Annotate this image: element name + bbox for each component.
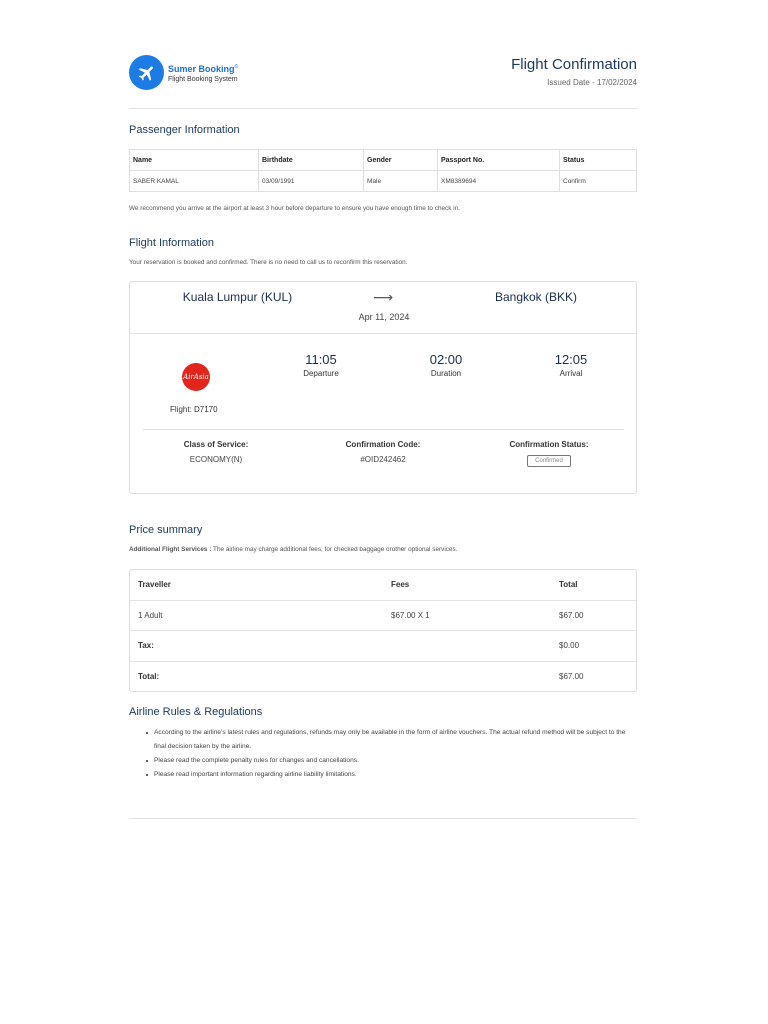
class-value: ECONOMY(N) — [189, 455, 243, 464]
origin-city: Kuala Lumpur (KUL) — [182, 290, 293, 304]
duration-block — [406, 352, 486, 378]
airline-logo-text: AirAsia — [183, 372, 209, 381]
status-label: Confirmation Status: — [509, 440, 589, 449]
issued-date-text: Issued Date - 17/02/2024 — [547, 78, 637, 87]
flight-date: Apr 11, 2024 — [358, 312, 410, 322]
passenger-table — [129, 149, 637, 192]
table-row — [130, 600, 636, 630]
reservation-note: Your reservation is booked and confirmed. There is no need to call us to reconfirm this reservation. — [129, 259, 408, 266]
page-title: Flight Confirmation — [511, 56, 637, 73]
flight-section-title: Flight Information — [129, 237, 214, 249]
col-gender: Gender — [364, 150, 438, 171]
total-value: $67.00 — [559, 672, 584, 681]
flight-card — [129, 281, 637, 494]
divider — [143, 429, 624, 430]
total-label: Total: — [138, 672, 160, 681]
brand-name-text: Sumer Booking — [168, 64, 235, 74]
arrival-time: 12:05 — [554, 352, 588, 367]
brand-name — [168, 62, 238, 75]
divider — [129, 818, 637, 819]
col-status: Status — [560, 150, 637, 171]
traveller-total: $67.00 — [559, 611, 584, 620]
passenger-birthdate: 03/09/1991 — [259, 171, 364, 192]
duration-label: Duration — [430, 369, 462, 378]
col-name: Name — [130, 150, 259, 171]
airplane-icon — [137, 63, 157, 83]
divider — [129, 108, 637, 109]
issued-date — [547, 78, 637, 87]
price-table — [129, 569, 637, 692]
traveller-fees: $67.00 X 1 — [391, 611, 430, 620]
divider — [130, 333, 636, 334]
brand-subtitle: Flight Booking System — [168, 76, 238, 83]
arrival-label: Arrival — [559, 369, 583, 378]
rules-section-title: Airline Rules & Regulations — [129, 706, 263, 718]
col-passport: Passport No. — [438, 150, 560, 171]
passenger-section-title: Passenger Information — [129, 124, 240, 136]
departure-time: 11:05 — [305, 352, 337, 367]
col-total: Total — [559, 580, 578, 589]
class-of-service — [151, 440, 281, 464]
status-badge: Confirmed — [527, 455, 571, 467]
code-label: Confirmation Code: — [345, 440, 421, 449]
col-fees: Fees — [391, 580, 410, 589]
additional-services-text: The airline may charge additional fees, for checked baggage orother optional services. — [211, 546, 458, 553]
price-table-header — [130, 570, 636, 600]
class-label: Class of Service: — [183, 440, 249, 449]
table-row — [130, 171, 637, 192]
table-row — [130, 630, 636, 660]
departure-label: Departure — [303, 369, 339, 378]
document-header — [129, 54, 637, 94]
code-value: #OID242462 — [360, 455, 406, 464]
table-row — [130, 661, 636, 691]
airline-logo — [182, 363, 210, 391]
tax-label: Tax: — [138, 641, 154, 650]
additional-services-note — [129, 546, 457, 553]
confirmation-code — [318, 440, 448, 464]
confirmation-status — [484, 440, 614, 467]
passenger-table-header — [130, 150, 637, 171]
departure-block — [281, 352, 361, 378]
traveller-type: 1 Adult — [138, 611, 163, 620]
arrow-right-icon: ⟶ — [373, 289, 394, 305]
destination-city: Bangkok (BKK) — [494, 290, 578, 304]
brand-logo — [129, 55, 164, 90]
price-section-title: Price summary — [129, 524, 203, 536]
arrival-block — [531, 352, 611, 378]
rules-list — [146, 726, 636, 782]
col-birthdate: Birthdate — [259, 150, 364, 171]
list-item: Please read the complete penalty rules for changes and cancellations. — [146, 754, 636, 768]
list-item: Please read important information regarding airline liability limitations. — [146, 768, 636, 782]
passenger-name: SABER KAMAL — [130, 171, 259, 192]
passenger-gender: Male — [364, 171, 438, 192]
col-traveller: Traveller — [138, 580, 171, 589]
duration-time: 02:00 — [429, 352, 463, 367]
tax-value: $0.00 — [559, 641, 580, 650]
brand-mark: © — [234, 64, 239, 70]
list-item: According to the airline's latest rules and regulations, refunds may only be available in the form of airline vouchers. The actual refund method will be subject to the final decision taken by the airline. — [146, 726, 636, 754]
passenger-status: Confirm — [560, 171, 637, 192]
passenger-passport: XM8389694 — [438, 171, 560, 192]
checkin-note: We recommend you arrive at the airport at least 3 hour before departure to ensure you have enough time to check in. — [129, 205, 460, 212]
brand — [168, 62, 238, 85]
additional-services-label: Additional Flight Services : — [129, 546, 212, 553]
flight-number: Flight: D7170 — [170, 405, 218, 414]
